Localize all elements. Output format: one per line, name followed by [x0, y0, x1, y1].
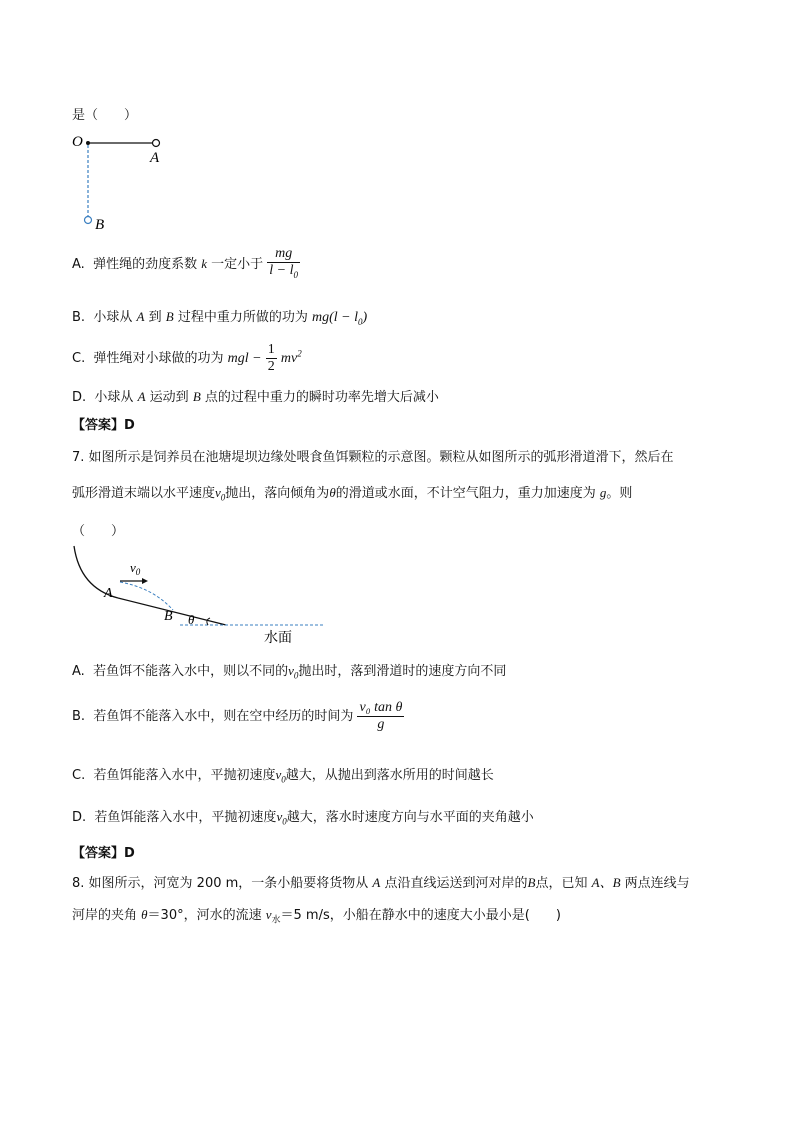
option-prefix: C. [72, 768, 86, 783]
q7-option-a [72, 660, 506, 681]
formula-work [312, 310, 367, 325]
var-v0 [275, 767, 286, 785]
stem-text: 8. 如图所示，河宽为 200 m，一条小船要将货物从 [72, 876, 369, 891]
frac-den: g [377, 717, 385, 732]
var-b: B [165, 309, 174, 324]
q6-answer: 【答案】D [72, 418, 135, 433]
formula-mv2 [280, 348, 302, 366]
option-prefix: D. [72, 390, 87, 405]
label-b: B [95, 217, 105, 232]
fraction-mg-over-l [267, 246, 300, 283]
option-text: 抛出时，落到滑道时的速度方向不同 [298, 664, 507, 679]
label-b: B [164, 609, 173, 624]
q7-stem-line1: 7. 如图所示是饲养员在池塘堤坝边缘处喂食鱼饵颗粒的示意图。颗粒从如图所示的弧形滑道滑下，然后在 [72, 450, 674, 465]
trajectory-dashed [120, 582, 173, 610]
var-theta: θ [141, 907, 148, 922]
var-theta: θ [329, 485, 336, 500]
var-a: A [372, 875, 381, 890]
frac-den-sub: 0 [293, 269, 299, 280]
label-o: O [72, 134, 83, 150]
ball-b [85, 217, 92, 224]
q7-option-c [72, 764, 494, 785]
option-text: 若鱼饵不能落入水中，则在空中经历的时间为 [93, 709, 354, 724]
q7-option-b [72, 700, 404, 733]
q7-answer: 【答案】D [72, 846, 135, 861]
q6-option-b [72, 306, 367, 327]
option-text: 到 [148, 310, 162, 325]
var-v0 [276, 809, 287, 827]
stem-text: 点，已知 [535, 876, 588, 891]
frac-num: mg [267, 246, 300, 263]
ball-a [153, 140, 160, 147]
var-g: g [599, 485, 607, 500]
option-prefix: B. [72, 310, 86, 325]
option-text: 若鱼饵能落入水中，平抛初速度 [93, 768, 276, 783]
formula-end: ) [362, 310, 368, 325]
frac-num: v₀ tan θ [359, 700, 403, 715]
frac-den: 2 [267, 359, 275, 374]
var-b: B [192, 389, 201, 404]
q6-stem-tail: 是（ ） [72, 108, 138, 123]
stem-text: 两点连线与 [624, 876, 690, 891]
q6-option-c [72, 342, 302, 375]
option-text: 弹性绳对小球做的功为 [93, 351, 224, 366]
q6-option-a [72, 246, 300, 283]
option-prefix: A. [72, 256, 85, 272]
q6-option-d [72, 386, 439, 405]
frac-num: 1 [267, 342, 275, 357]
option-text: 小球从 [93, 310, 133, 325]
label-a: A [104, 586, 113, 601]
frac-den-text: l − l [269, 263, 294, 278]
var-b: B [527, 875, 536, 890]
q7-option-d [72, 806, 534, 827]
q7-stem-line2 [72, 482, 632, 503]
label-v0: $v_0$ [130, 560, 141, 577]
formula-sup: 2 [297, 348, 302, 359]
option-prefix: C. [72, 351, 86, 366]
label-water: 水面 [264, 630, 292, 646]
stem-text: ＝30°，河水的流速 [147, 908, 262, 923]
option-text: 弹性绳的劲度系数 [93, 256, 198, 272]
formula-text: mg(l − l [311, 310, 358, 325]
stem-text: 的滑道或水面，不计空气阻力，重力加速度为 [335, 486, 596, 501]
label-theta: θ [188, 612, 195, 627]
q8-stem-line1 [72, 872, 690, 891]
stem-text: 弧形滑道末端以水平速度 [72, 486, 216, 501]
formula-text: mv [280, 351, 298, 366]
option-text: 若鱼饵能落入水中，平抛初速度 [94, 810, 277, 825]
var-sub: 0 [282, 816, 287, 827]
option-text: 若鱼饵不能落入水中，则以不同的 [93, 664, 289, 679]
q6-figure [70, 128, 170, 232]
option-text: 运动到 [149, 390, 189, 405]
var-v: v [288, 663, 294, 678]
var-sub: 0 [281, 774, 286, 785]
var-v0 [215, 485, 226, 503]
var-v-water [265, 907, 281, 925]
formula-sub: 0 [357, 316, 363, 327]
pivot-o [86, 141, 90, 145]
stem-text: 河岸的夹角 [72, 908, 138, 923]
var-sub: 0 [220, 492, 226, 503]
frac-den [267, 263, 300, 283]
q7-stem-line3: （ ） [72, 524, 125, 539]
stem-text: 点沿直线运送到河对岸的 [384, 876, 528, 891]
var-v: v [215, 485, 221, 500]
stem-text: 抛出，落向倾角为 [225, 486, 330, 501]
q8-stem-line2 [72, 904, 561, 926]
stem-text: ＝5 m/s，小船在静水中的速度大小最小是( ) [280, 908, 561, 923]
label-a: A [150, 150, 160, 166]
var-v0 [288, 663, 299, 681]
arrowhead-icon [142, 578, 148, 584]
option-prefix: D. [72, 810, 87, 825]
option-prefix: B. [72, 709, 86, 724]
option-text: 越大，从抛出到落水所用的时间越长 [285, 768, 494, 783]
option-text: 点的过程中重力的瞬时功率先增大后减小 [204, 390, 439, 405]
formula-mgl: mgl − [227, 351, 262, 366]
fraction-v0tan-over-g [357, 700, 404, 733]
option-text: 越大，落水时速度方向与水平面的夹角越小 [286, 810, 534, 825]
option-text-mid: 一定小于 [211, 256, 264, 272]
var-sub: 0 [293, 670, 299, 681]
var-a: A [136, 309, 145, 324]
var-v: v [275, 767, 282, 782]
var-v: v [265, 907, 272, 922]
var-a: A [137, 389, 146, 404]
stem-text: 。则 [606, 486, 633, 501]
q7-figure [68, 540, 328, 648]
option-text: 小球从 [94, 390, 134, 405]
var-sub: 水 [271, 914, 281, 925]
var-ab: A、B [591, 875, 621, 890]
var-v: v [276, 809, 283, 824]
option-prefix: A. [72, 664, 85, 679]
fraction-one-half [266, 342, 277, 375]
option-text: 过程中重力所做的功为 [177, 310, 308, 325]
var-k: k [201, 255, 207, 271]
